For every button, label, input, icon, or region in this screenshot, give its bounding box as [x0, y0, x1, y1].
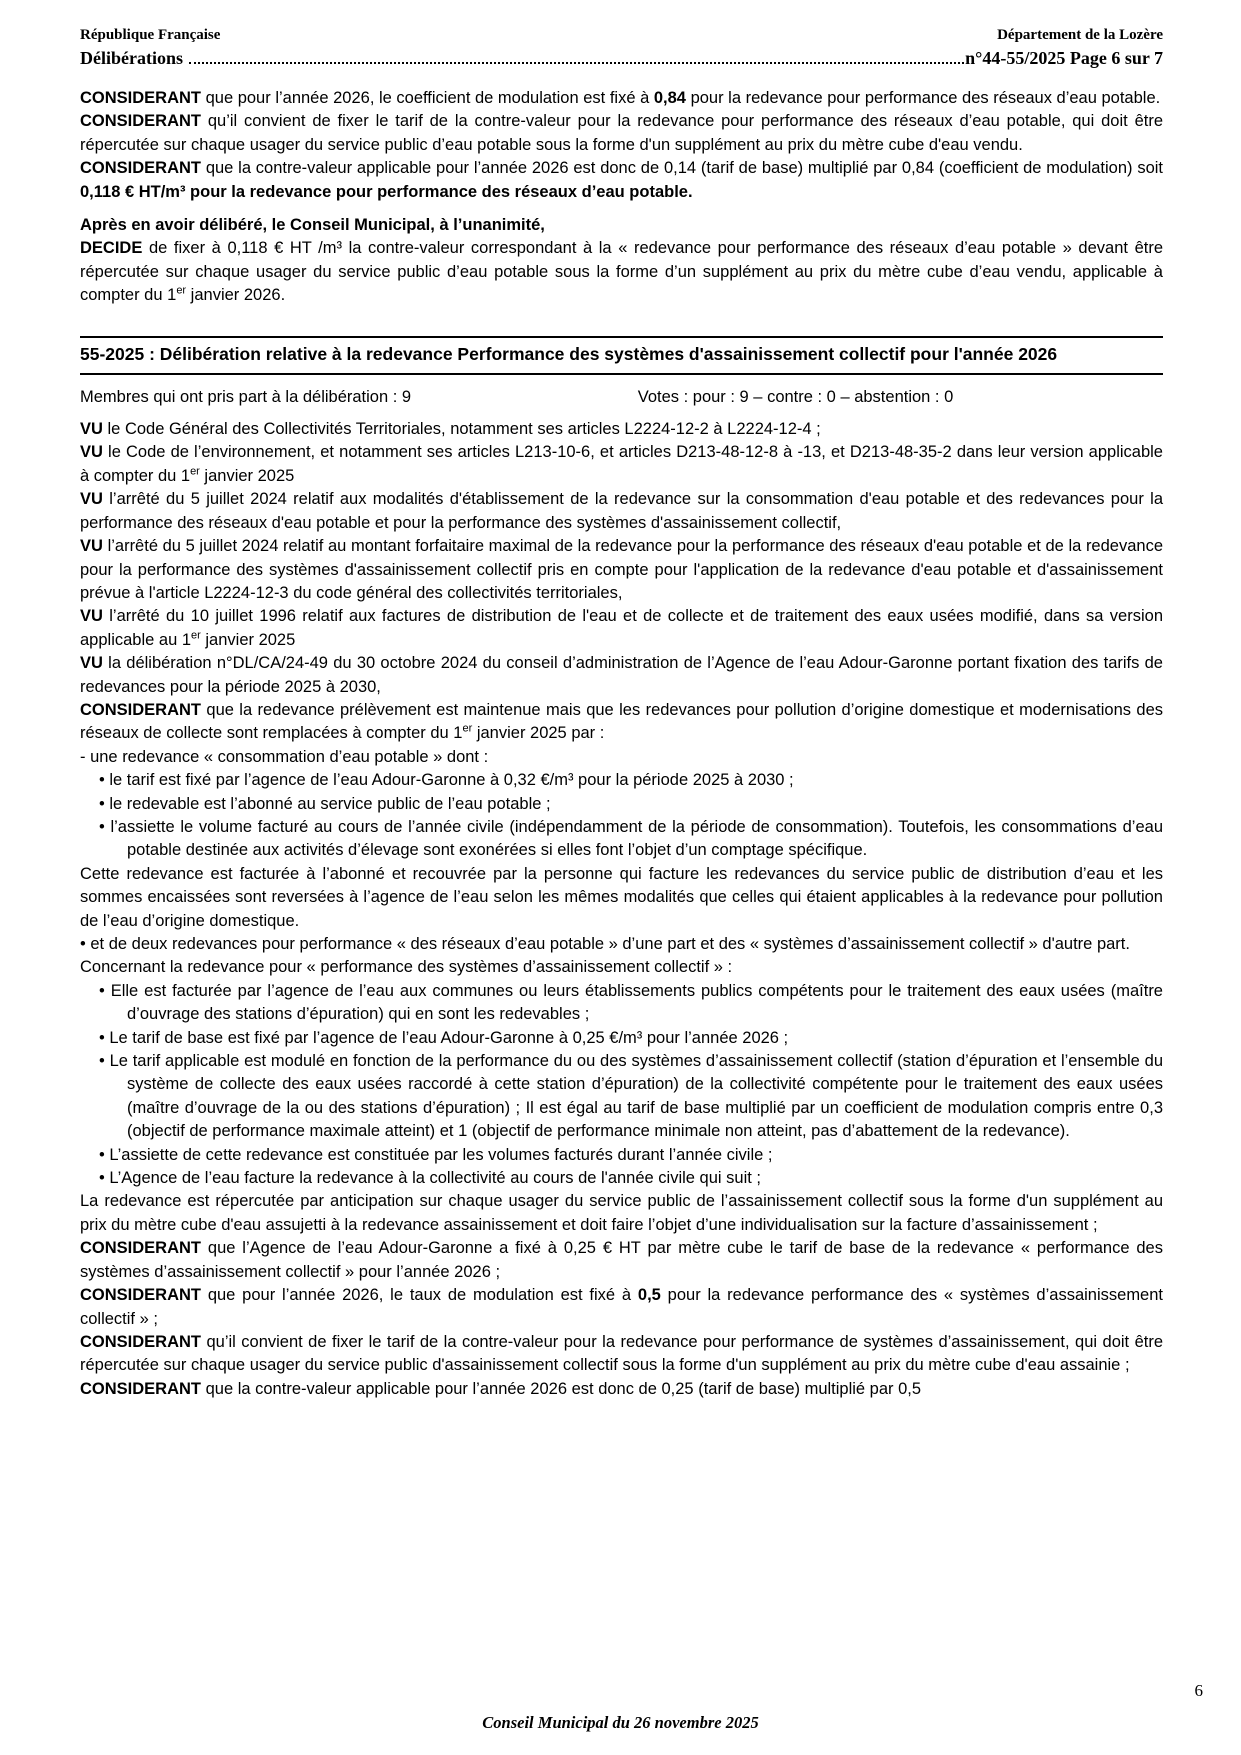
vu-arrete-modalites: VU l’arrêté du 5 juillet 2024 relatif aux modalités d'établissement de la redevance sur la consommation d'eau potable et des redevances pour la performance des réseaux d'eau potable et pour la performance des systèmes d'assainissement collectif,: [80, 490, 1163, 532]
bullet-deux-redevances: • et de deux redevances pour performance « des réseaux d’eau potable » d’une part et des « systèmes d’assainissement collectif » d'autre part.: [80, 935, 1130, 953]
page-number: 6: [1194, 1681, 1203, 1700]
bullet-assiette-redevance: • L’assiette de cette redevance est constituée par les volumes facturés durant l’année civile ;: [99, 1145, 773, 1164]
considerant-calcul-final: CONSIDERANT que la contre-valeur applicable pour l’année 2026 est donc de 0,25 (tarif de base) multiplié par 0,5: [80, 1379, 922, 1398]
bullet-elle-est-facturee: • Elle est facturée par l’agence de l’eau aux communes ou leurs établissements publics compétents pour le traitement des eaux usées (maître d’ouvrage des stations d’épuration) qui en sont les redevables ;: [99, 981, 1163, 1024]
considerant-contre-valeur-assainissement: CONSIDERANT qu’il convient de fixer le tarif de la contre-valeur pour la redevance pour performance de systèmes d’assainissement, qui doit être répercutée sur chaque usager du service public d'assainissement collectif sous la forme d'un supplément au prix du mètre cube d'eau assainie ;: [80, 1332, 1164, 1375]
header-left: République Française: [80, 27, 221, 43]
bullet-tarif-base-025: • Le tarif de base est fixé par l’agence de l’eau Adour-Garonne à 0,25 €/m³ pour l’année 2026 ;: [99, 1028, 789, 1047]
considerant-contre-valeur-reseaux: CONSIDERANT qu’il convient de fixer le tarif de la contre-valeur pour la redevance pour performance des réseaux d’eau potable, qui doit être répercutée sur chaque usager du service public d’eau potable sous la forme d'un supplément au prix du mètre cube d'eau vendu.: [80, 112, 1163, 154]
considerant-taux-05: CONSIDERANT que pour l’année 2026, le taux de modulation est fixé à 0,5 pour la redevance performance des « systèmes d’assainissement collectif » ;: [80, 1286, 1163, 1328]
decide-paragraph: DECIDE de fixer à 0,118 € HT /m³ la contre-valeur correspondant à la « redevance pour performance des réseaux d’eau potable » devant être répercutée sur chaque usager du service public d’eau potable sous la forme d’un supplément au prix du mètre cube d’eau vendu, applicable à compter du 1er janvier 2026.: [80, 239, 1164, 305]
para-cette-redevance: Cette redevance est facturée à l’abonné et recouvrée par la personne qui facture les redevances du service public de distribution d’eau et les sommes encaissées sont reversées à l’agence de l’eau selon les mêmes modalités que celles qui étaient applicables à la redevance pour pollution de l’eau d’origine domestique.: [80, 864, 1163, 930]
page-header: [80, 26, 1163, 71]
dot-leader: [189, 61, 964, 64]
vu-arrete-1996: VU l’arrêté du 10 juillet 1996 relatif aux factures de distribution de l'eau et de collecte et de traitement des eaux usées modifié, dans sa version applicable au 1er janvier 2025: [80, 607, 1163, 649]
bullet-tarif-032: • le tarif est fixé par l’agence de l’eau Adour-Garonne à 0,32 €/m³ pour la période 2025 à 2030 ;: [99, 771, 794, 790]
bullet-redevable: • le redevable est l’abonné au service public de l’eau potable ;: [99, 794, 551, 813]
para-redevance-repercutee: La redevance est répercutée par anticipation sur chaque usager du service public de l’assainissement collectif sous la forme d'un supplément au prix du mètre cube d'eau assujetti à la redevance assainissement et doit faire l’objet d’une individualisation sur la facture d’assainissement ;: [80, 1192, 1163, 1234]
considerant-agence-025: CONSIDERANT que l’Agence de l’eau Adour-Garonne a fixé à 0,25 € HT par mètre cube le tarif de base de la redevance « performance des systèmes d’assainissement collectif » pour l’année 2026 ;: [80, 1239, 1163, 1281]
vu-deliberation-agence: VU la délibération n°DL/CA/24-49 du 30 octobre 2024 du conseil d’administration de l’Agence de l’eau Adour-Garonne portant fixation des tarifs de redevances pour la période 2025 à 2030,: [80, 654, 1163, 696]
votes-summary: Votes : pour : 9 – contre : 0 – abstention : 0: [637, 387, 954, 406]
considerant-modulation-084: CONSIDERANT que pour l’année 2026, le coefficient de modulation est fixé à 0,84 pour la redevance pour performance des réseaux d’eau potable.: [80, 89, 1161, 107]
vu-cgct: VU le Code Général des Collectivités Territoriales, notamment ses articles L2224-12-2 à L2224-12-4 ;: [80, 420, 821, 439]
header-doc-ref: n°44-55/2025 Page 6 sur 7: [965, 48, 1163, 68]
section-heading-55-2025: 55-2025 : Délibération relative à la redevance Performance des systèmes d'assainissement collectif pour l'année 2026: [80, 336, 1163, 375]
vu-code-environnement: VU le Code de l’environnement, et notamment ses articles L213-10-6, et articles D213-48-12-8 à -13, et D213-48-35-2 dans leur version applicable à compter du 1er janvier 2025: [80, 443, 1163, 485]
deliberation-meta-row: [80, 386, 1163, 409]
header-doc-label: Délibérations: [80, 48, 183, 68]
document-body: [80, 87, 1163, 1401]
considerant-redevance-prelevement: CONSIDERANT que la redevance prélèvement est maintenue mais que les redevances pour pollution d’origine domestique et modernisations des réseaux de collecte sont remplacées à compter du 1er janvier 2025 par :: [80, 700, 1163, 743]
page-footer: Conseil Municipal du 26 novembre 2025: [482, 1713, 759, 1732]
considerant-calcul-0118: CONSIDERANT que la contre-valeur applicable pour l’année 2026 est donc de 0,14 (tarif de base) multiplié par 0,84 (coefficient de modulation) soit 0,118 € HT/m³ pour la redevance pour performance des réseaux d’eau potable.: [80, 159, 1163, 201]
bullet-tarif-applicable: • Le tarif applicable est modulé en fonction de la performance du ou des systèmes d’assainissement collectif (station d’épuration et l’ensemble du système de collecte des eaux usées raccordé à cette station d’épuration) de la collectivité compétente pour le traitement des eaux usées (maître d’ouvrage de la ou des stations d’épuration) ; Il est égal au tarif de base multiplié par un coefficient de modulation compris entre 0,3 (objectif de performance maximale atteint) et 1 (objectif de performance minimale non atteint, pas d’abattement de la redevance).: [99, 1052, 1163, 1141]
apres-deliberation: Après en avoir délibéré, le Conseil Municipal, à l’unanimité,: [80, 216, 545, 235]
members-count: Membres qui ont pris part à la délibération : 9: [80, 387, 412, 406]
vu-arrete-montant: VU l’arrêté du 5 juillet 2024 relatif au montant forfaitaire maximal de la redevance pour la performance des réseaux d'eau potable et de la redevance pour la performance des systèmes d'assainissement collectif pris en compte pour l'application de la redevance d'eau potable et d'assainissement prévue à l'article L2224-12-3 du code général des collectivités territoriales,: [80, 537, 1163, 602]
header-right: Département de la Lozère: [997, 27, 1163, 43]
bullet-agence-facture: • L’Agence de l’eau facture la redevance à la collectivité au cours de l'année civile qui suit ;: [99, 1169, 761, 1188]
para-concernant: Concernant la redevance pour « performance des systèmes d’assainissement collectif » :: [80, 958, 733, 977]
bullet-assiette-volume: • l’assiette le volume facturé au cours de l’année civile (indépendamment de la période de consommation). Toutefois, les consommations d’eau potable destinée aux activités d’élevage sont exonérées si elles font l’objet d’un comptage spécifique.: [99, 817, 1163, 860]
dash-redevance-consommation: - une redevance « consommation d’eau potable » dont :: [80, 747, 489, 766]
